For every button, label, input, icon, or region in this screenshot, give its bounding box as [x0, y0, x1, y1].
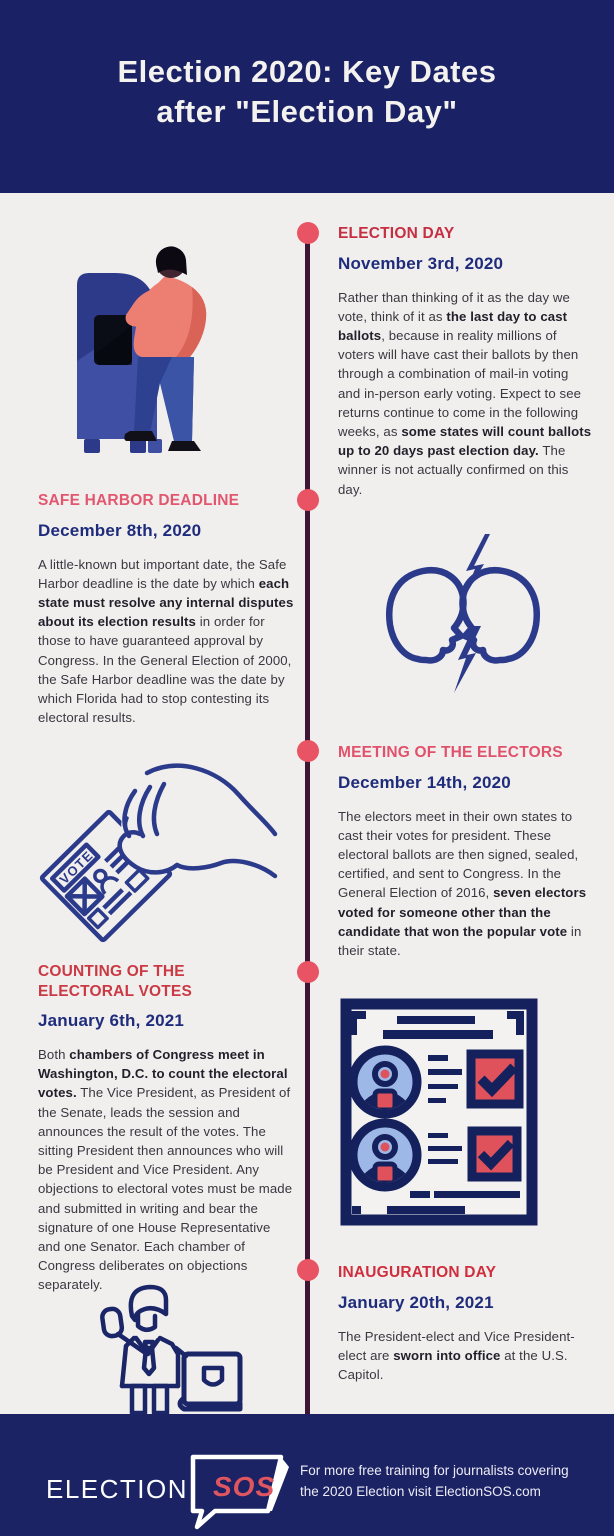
checkbox-1 [471, 1054, 519, 1104]
timeline-dot-meeting-electors [297, 740, 319, 762]
jacket-right [160, 1338, 178, 1386]
section-body: A little-known but important date, the Safe Harbor deadline is the date by which each state must resolve any internal disputes about its election results in order for those to have guaranteed approval by Congress. In the General Election of 2000, the Safe Harbor deadline was the date by which Florida had to stop contesting its electoral results. [38, 556, 294, 726]
face [138, 1314, 155, 1330]
page-title-line2: after "Election Day" [156, 94, 458, 129]
footer-banner [0, 1414, 614, 1536]
section-counting-votes [38, 962, 294, 1295]
candidate-avatar-1 [353, 1050, 417, 1114]
timeline-dot-safe-harbor [297, 489, 319, 511]
leg-right [154, 1386, 167, 1413]
oath-illustration [88, 1282, 253, 1414]
section-safe-harbor [38, 491, 294, 727]
section-election-day [338, 224, 592, 499]
footer-message: For more free training for journalists covering the 2020 Election visit ElectionSOS.com [300, 1463, 569, 1499]
timeline-dot-inauguration [297, 1259, 319, 1281]
page-title [0, 0, 614, 132]
section-date: January 6th, 2021 [38, 1011, 185, 1030]
candidate-avatar-2 [353, 1123, 417, 1187]
conflict-heads-illustration [378, 530, 548, 695]
section-heading: SAFE HARBOR DEADLINE [38, 492, 240, 509]
leg-left [132, 1386, 145, 1413]
sos-logo-badge [186, 1452, 292, 1532]
section-body: The electors meet in their own states to cast their votes for president. These electoral ballots are then signed, sealed, certified, and sent to Congress. In the General Election of 2016, seven electors voted for someone other than the candidate that won the popular vote in their state. [338, 808, 587, 958]
page-title-line1: Election 2020: Key Dates [117, 54, 497, 89]
timeline-dot-counting-votes [297, 961, 319, 983]
ballot-vote-label: VOTE [56, 847, 97, 888]
section-heading: MEETING OF THE ELECTORS [338, 744, 563, 761]
timeline-line [305, 233, 310, 1414]
brand-wordmark: ELECTION [46, 1474, 189, 1504]
section-heading: ELECTION DAY [338, 225, 455, 242]
voter-figure [124, 246, 206, 451]
section-heading: INAUGURATION DAY [338, 1264, 497, 1281]
section-date: December 8th, 2020 [38, 520, 202, 540]
section-date: January 20th, 2021 [338, 1292, 494, 1312]
section-date: November 3rd, 2020 [338, 253, 504, 273]
section-body: Both chambers of Congress meet in Washington, D.C. to count the electoral votes. The Vice President, as President of the Senate, leads the session and announces the result of the votes. The sitting President then announces who will be President and Vice President. Any objections to electoral votes must be made and submitted in writing and bear the signature of one House Representative and one Senator. Each chamber of Congress deliberates on objections separately. [38, 1047, 293, 1293]
candidate-checklist-illustration [340, 998, 538, 1226]
checkbox-2 [472, 1131, 517, 1177]
book [184, 1354, 240, 1404]
section-date: December 14th, 2020 [338, 772, 511, 792]
sos-label: SOS [213, 1471, 276, 1502]
section-body: Rather than thinking of it as the day we vote, think of it as the last day to cast ballots, because in reality millions of voters will have cast their ballots by then through a combination of mail-in voting and in-person early voting. Expect to see returns continue to come in the following weeks, as some states will count ballots up to 20 days past election day. The winner is not actually confirmed on this day. [338, 289, 592, 497]
section-body: The President-elect and Vice President-elect are sworn into office at the U.S. Capitol. [338, 1328, 575, 1382]
hand-fill [120, 766, 275, 876]
section-inauguration [338, 1263, 596, 1384]
section-meeting-electors [338, 743, 594, 960]
hand-ballot-illustration [28, 762, 280, 946]
book-shield [204, 1368, 222, 1385]
header-banner [0, 0, 614, 193]
section-heading: COUNTING OF THE ELECTORAL VOTES [38, 963, 193, 1000]
timeline-dot-election-day [297, 222, 319, 244]
voting-booth-illustration [72, 243, 230, 459]
